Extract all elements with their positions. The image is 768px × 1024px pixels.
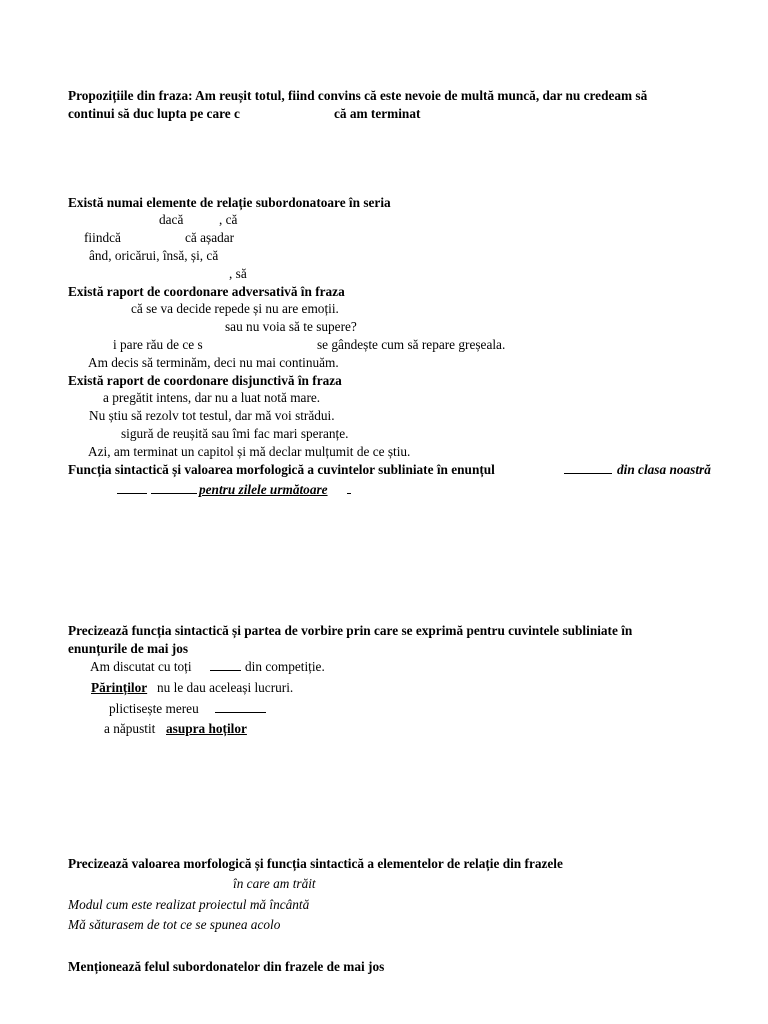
question-7-title: Precizează valoarea morfologică și funcția sintactică a elementelor de relație din frazele: [68, 856, 563, 871]
q2-option-2a: fiindcă: [84, 230, 121, 245]
q5-blank-2: [117, 481, 147, 494]
question-6-title-cont: enunțurile de mai jos: [68, 641, 189, 656]
q7-sentence-1: în care am trăit: [233, 876, 316, 891]
q6-sentence-4a: a năpustit: [104, 721, 156, 736]
q2-option-1b: , că: [219, 212, 238, 227]
q3-option-4: Am decis să terminăm, deci nu mai continuăm.: [88, 355, 339, 370]
q7-sentence-3: Mă săturasem de tot ce se spunea acolo: [68, 917, 281, 932]
q2-option-3: ând, oricărui, însă, și, că: [89, 248, 219, 263]
q2-option-4: , să: [229, 266, 247, 281]
q6-blank-3: [215, 700, 266, 713]
question-5-title: Funcția sintactică și valoarea morfologică a cuvintelor subliniate în enunțul: [68, 462, 495, 477]
q5-blank-3: [151, 481, 197, 494]
question-6-title: Precizează funcția sintactică și partea de vorbire prin care se exprimă pentru cuvintele subliniate în: [68, 623, 633, 638]
q3-option-1: că se va decide repede și nu are emoții.: [131, 301, 339, 316]
q5-blank-4: [347, 481, 351, 494]
q5-phrase-2: pentru zilele următoare: [199, 482, 328, 497]
q2-option-1a: dacă: [159, 212, 184, 227]
q6-sentence-4b: asupra hoților: [166, 721, 247, 736]
q6-blank-1: [210, 658, 241, 671]
q3-option-3b: se gândește cum să repare greșeala.: [317, 337, 506, 352]
q7-sentence-2: Modul cum este realizat proiectul mă încântă: [68, 897, 310, 912]
question-2-title: Există numai elemente de relație subordonatoare în seria: [68, 195, 391, 210]
question-1-title: Propozițiile din fraza: Am reușit totul, fiind convins că este nevoie de multă muncă, dar nu credeam să: [68, 88, 648, 103]
q4-option-3: sigură de reușită sau îmi fac mari speranțe.: [121, 426, 349, 441]
q6-sentence-1b: din competiție.: [245, 659, 325, 674]
q4-option-1: a pregătit intens, dar nu a luat notă mare.: [103, 390, 321, 405]
q4-option-2: Nu știu să rezolv tot testul, dar mă voi strădui.: [89, 408, 335, 423]
q3-option-3a: i pare rău de ce s: [113, 337, 203, 352]
question-8-title: Menționează felul subordonatelor din frazele de mai jos: [68, 959, 385, 974]
question-1-title-cont-b: că am terminat: [334, 106, 421, 121]
q6-sentence-2a: Părinților: [91, 680, 148, 695]
q6-sentence-2b: nu le dau aceleași lucruri.: [157, 680, 294, 695]
question-4-title: Există raport de coordonare disjunctivă în fraza: [68, 373, 342, 388]
q6-sentence-3: plictisește mereu: [109, 701, 199, 716]
question-3-title: Există raport de coordonare adversativă în fraza: [68, 284, 345, 299]
q4-option-4: Azi, am terminat un capitol și mă declar mulțumit de ce știu.: [88, 444, 411, 459]
q3-option-2: sau nu voia să te supere?: [225, 319, 357, 334]
q6-sentence-1a: Am discutat cu toți: [90, 659, 192, 674]
question-1-title-cont-a: continui să duc lupta pe care c: [68, 106, 240, 121]
q5-phrase-1: din clasa noastră: [617, 462, 711, 477]
q5-blank-1: [564, 461, 612, 474]
q2-option-2b: că așadar: [185, 230, 235, 245]
